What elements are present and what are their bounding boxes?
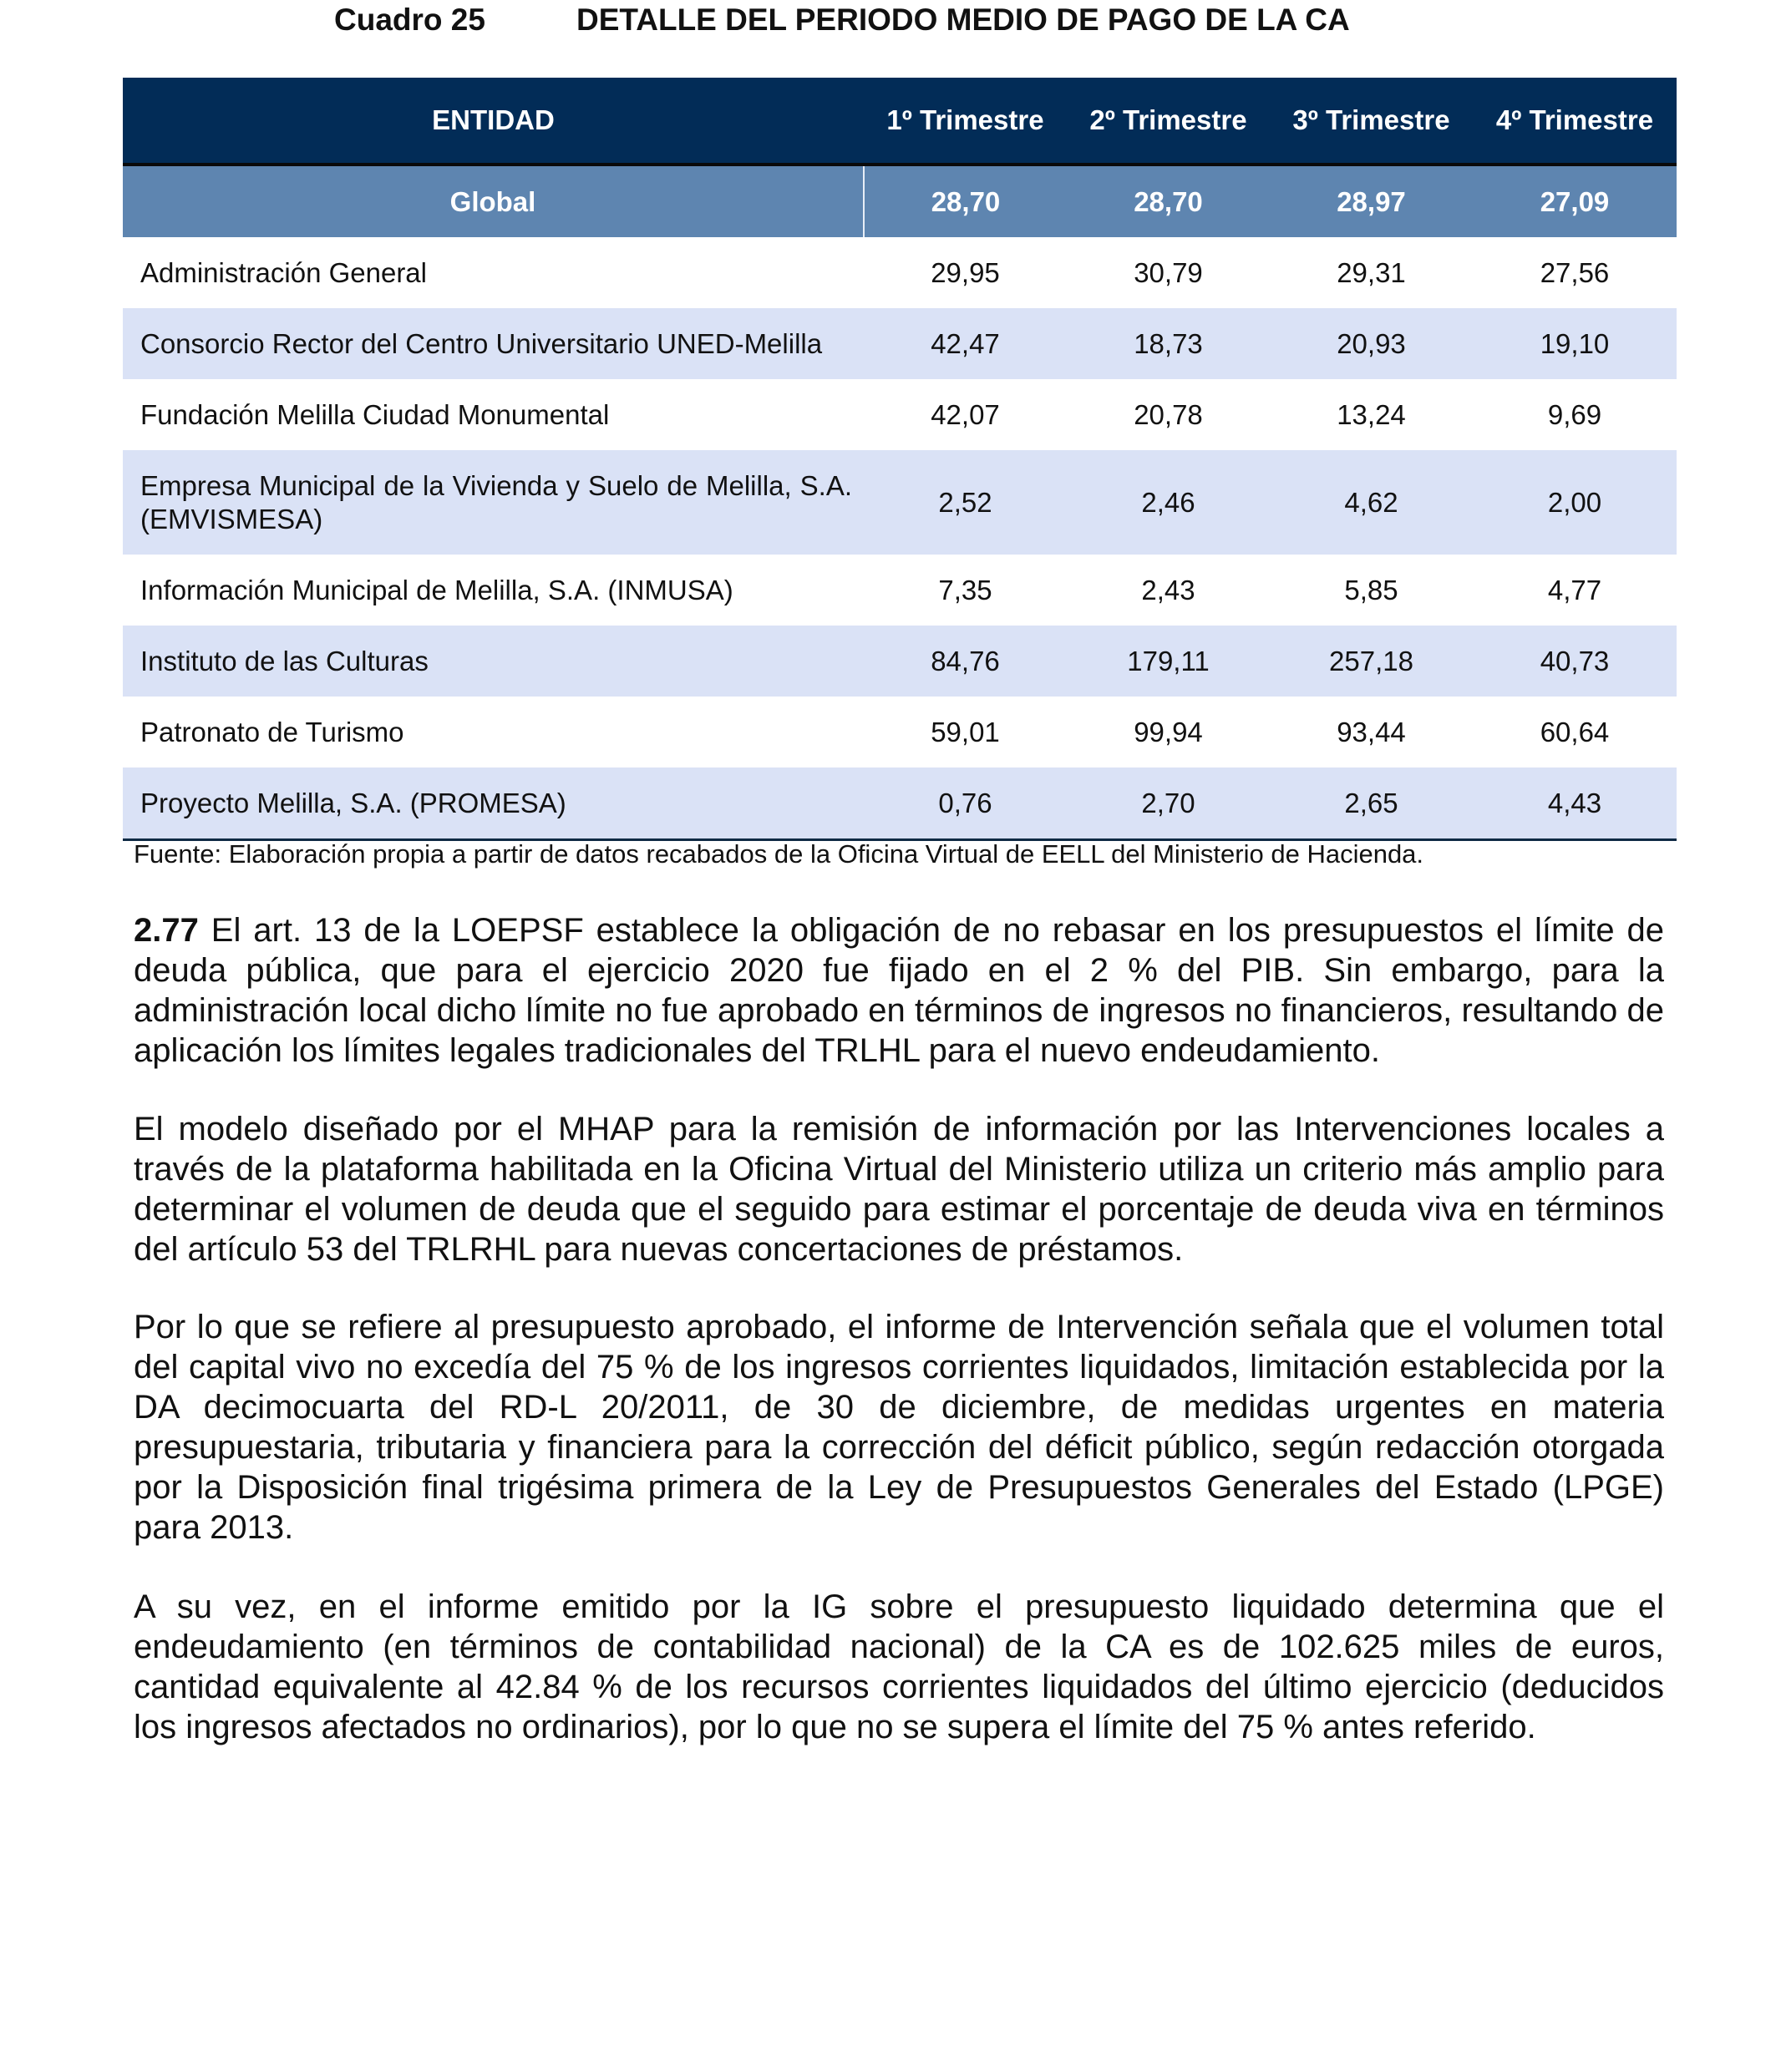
value-q1: 0,76 bbox=[864, 768, 1067, 840]
table-row bbox=[123, 768, 1677, 840]
value-q2: 20,78 bbox=[1134, 398, 1203, 430]
table-header-row bbox=[123, 78, 1677, 165]
value-q4: 19,10 bbox=[1473, 308, 1677, 379]
paragraph-ig-report: A su vez, en el informe emitido por la IG sobre el presupuesto liquidado determina que el endeudamiento (en términos de contabilidad nacional) de la CA es de 102.625 miles de euros, cantidad equivalente al 42.84 % de los recursos corrientes liquidados del último ejercicio (deducidos los ingresos afectados no ordinarios), por lo que no se supera el límite del 75 % antes referido. bbox=[134, 1588, 1664, 1745]
value-q4: 27,56 bbox=[1540, 256, 1610, 288]
header-q4: 4º Trimestre bbox=[1473, 78, 1677, 165]
paragraph-budget-approved: Por lo que se refiere al presupuesto aprobado, el informe de Intervención señala que el volumen total del capital vivo no excedía del 75 % de los ingresos corrientes liquidados, limitación establecida por la DA decimocuarta del RD-L 20/2011, de 30 de diciembre, de medidas urgentes en materia presupuestaria, tributaria y financiera para la corrección del déficit público, según redacción otorgada por la Disposición final trigésima primera de la Ley de Presupuestos Generales del Estado (LPGE) para 2013. bbox=[134, 1309, 1664, 1546]
table-row bbox=[123, 237, 1677, 308]
global-row bbox=[123, 165, 1677, 237]
caption-number: Cuadro 25 bbox=[334, 3, 485, 37]
value-q1: 42,47 bbox=[864, 308, 1067, 379]
table-source-note: Fuente: Elaboración propia a partir de datos recabados de la Oficina Virtual de EELL del Ministerio de Hacienda. bbox=[134, 839, 1424, 869]
value-q2: 2,43 bbox=[1141, 574, 1195, 605]
entity-name: Empresa Municipal de la Vivienda y Suelo de Melilla, S.A. (EMVISMESA) bbox=[123, 450, 864, 555]
value-q1: 7,35 bbox=[938, 574, 992, 605]
value-q4: 4,43 bbox=[1473, 768, 1677, 840]
global-q4: 27,09 bbox=[1473, 165, 1677, 237]
payment-period-table bbox=[123, 78, 1677, 841]
value-q3: 20,93 bbox=[1270, 308, 1473, 379]
global-label: Global bbox=[123, 165, 864, 237]
header-q1: 1º Trimestre bbox=[864, 78, 1067, 165]
entity-name: Fundación Melilla Ciudad Monumental bbox=[140, 398, 610, 430]
table-caption bbox=[334, 0, 1350, 40]
entity-name: Instituto de las Culturas bbox=[123, 626, 864, 697]
value-q3: 93,44 bbox=[1337, 716, 1406, 747]
header-entidad: ENTIDAD bbox=[123, 78, 864, 165]
entity-name: Administración General bbox=[140, 256, 427, 288]
paragraph-text: El art. 13 de la LOEPSF establece la obligación de no rebasar en los presupuestos el límite de deuda pública, que para el ejercicio 2020 fue fijado en el 2 % del PIB. Sin embargo, para la administración local dicho límite no fue aprobado en términos de ingresos no financieros, resultando de aplicación los límites legales tradicionales del TRLHL para el nuevo endeudamiento. bbox=[134, 912, 1664, 1069]
value-q4: 60,64 bbox=[1540, 716, 1610, 747]
value-q3: 13,24 bbox=[1337, 398, 1406, 430]
value-q3: 5,85 bbox=[1344, 574, 1398, 605]
paragraph-number: 2.77 bbox=[134, 912, 199, 949]
value-q4: 40,73 bbox=[1473, 626, 1677, 697]
value-q4: 9,69 bbox=[1547, 398, 1602, 430]
value-q3: 2,65 bbox=[1270, 768, 1473, 840]
table-row bbox=[123, 555, 1677, 626]
global-q3: 28,97 bbox=[1270, 165, 1473, 237]
value-q2: 99,94 bbox=[1134, 716, 1203, 747]
value-q2: 18,73 bbox=[1067, 308, 1270, 379]
table-row bbox=[123, 379, 1677, 450]
table-row bbox=[123, 450, 1677, 555]
table-row bbox=[123, 626, 1677, 697]
value-q3: 4,62 bbox=[1270, 450, 1473, 555]
value-q1: 42,07 bbox=[931, 398, 1000, 430]
entity-name: Proyecto Melilla, S.A. (PROMESA) bbox=[123, 768, 864, 840]
entity-name: Información Municipal de Melilla, S.A. (INMUSA) bbox=[140, 574, 733, 605]
value-q1: 2,52 bbox=[864, 450, 1067, 555]
paragraph-mhap-model: El modelo diseñado por el MHAP para la remisión de información por las Intervenciones locales a través de la plataforma habilitada en la Oficina Virtual del Ministerio utiliza un criterio más amplio para determinar el volumen de deuda que el seguido para estimar el porcentaje de deuda viva en términos del artículo 53 del TRLRHL para nuevas concertaciones de préstamos. bbox=[134, 1111, 1664, 1268]
value-q3: 257,18 bbox=[1270, 626, 1473, 697]
value-q1: 59,01 bbox=[931, 716, 1000, 747]
caption-title: DETALLE DEL PERIODO MEDIO DE PAGO DE LA CA bbox=[576, 3, 1350, 37]
paragraph-2-77 bbox=[134, 910, 1664, 1071]
value-q3: 29,31 bbox=[1337, 256, 1406, 288]
table-row bbox=[123, 308, 1677, 379]
global-q2: 28,70 bbox=[1067, 165, 1270, 237]
value-q2: 2,70 bbox=[1067, 768, 1270, 840]
value-q1: 84,76 bbox=[864, 626, 1067, 697]
value-q2: 30,79 bbox=[1134, 256, 1203, 288]
value-q4: 2,00 bbox=[1473, 450, 1677, 555]
header-q3: 3º Trimestre bbox=[1270, 78, 1473, 165]
global-q1: 28,70 bbox=[864, 165, 1067, 237]
value-q2: 2,46 bbox=[1067, 450, 1270, 555]
entity-name: Patronato de Turismo bbox=[140, 716, 404, 747]
header-q2: 2º Trimestre bbox=[1067, 78, 1270, 165]
value-q2: 179,11 bbox=[1067, 626, 1270, 697]
entity-name: Consorcio Rector del Centro Universitario UNED-Melilla bbox=[123, 308, 864, 379]
value-q1: 29,95 bbox=[931, 256, 1000, 288]
table-row bbox=[123, 697, 1677, 768]
value-q4: 4,77 bbox=[1547, 574, 1602, 605]
